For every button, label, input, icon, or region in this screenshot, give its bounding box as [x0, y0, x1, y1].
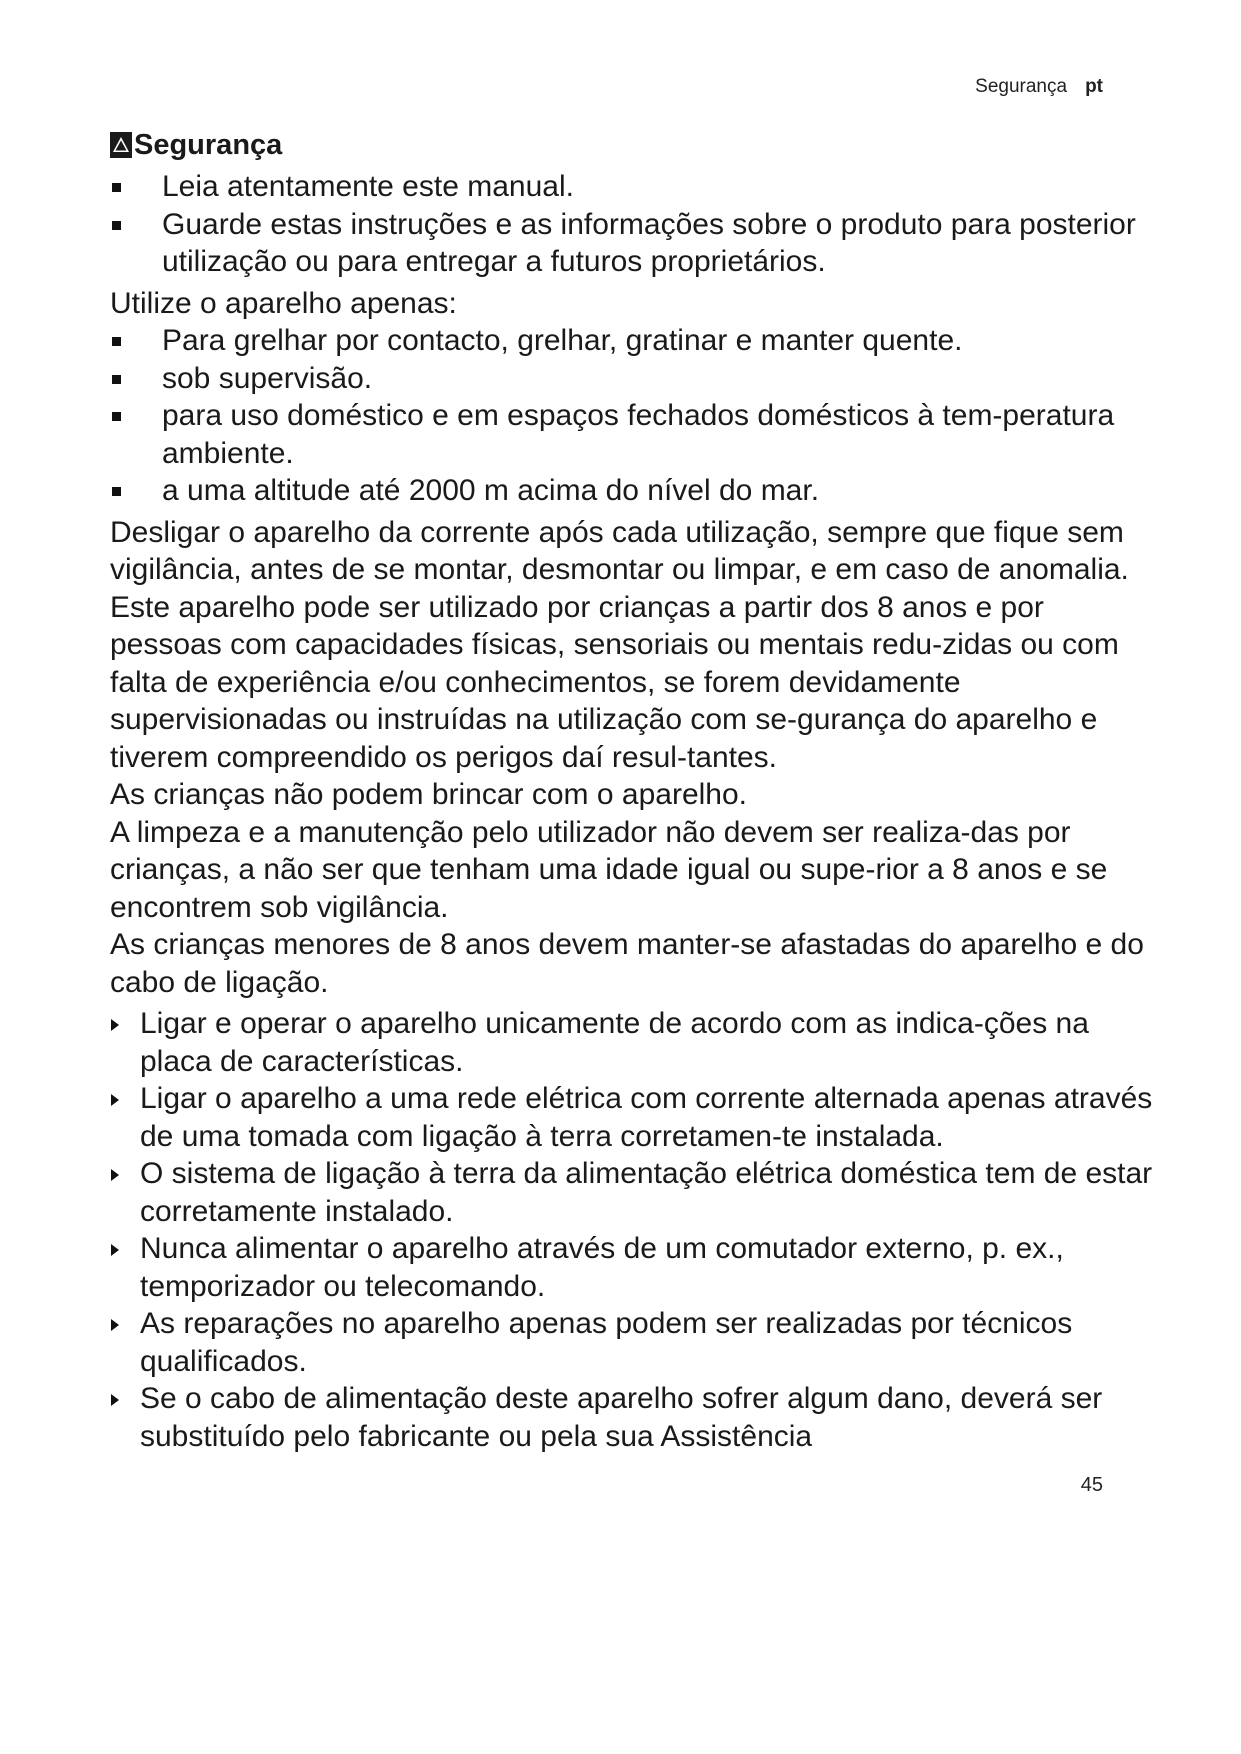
list-item: sob supervisão. — [110, 360, 1155, 398]
list-item: para uso doméstico e em espaços fechados domésticos à tem-peratura ambiente. — [110, 397, 1155, 472]
instruction-item: Nunca alimentar o aparelho através de um comutador externo, p. ex., temporizador ou telecomando. — [110, 1230, 1155, 1305]
paragraph-children-play: As crianças não podem brincar com o aparelho. — [110, 778, 748, 811]
header-section: Segurança — [975, 76, 1068, 97]
instruction-item: As reparações no aparelho apenas podem ser realizadas por técnicos qualificados. — [110, 1305, 1155, 1380]
paragraph-cleaning: A limpeza e a manutenção pelo utilizador não devem ser realiza-das por crianças, a não ser que tenham uma idade igual ou supe-rior a 8 anos e se encontrem sob vigilância. — [110, 815, 1108, 924]
section-title-text: Segurança — [134, 129, 283, 161]
instruction-item: Ligar e operar o aparelho unicamente de acordo com as indica-ções na placa de características. — [110, 1005, 1155, 1080]
paragraph-children-distance: As crianças menores de 8 anos devem manter-se afastadas do aparelho e do cabo de ligação. — [110, 928, 1144, 999]
usage-list — [110, 322, 1155, 510]
page-content — [110, 128, 1155, 1455]
running-header — [975, 76, 1103, 98]
paragraph-children-usage: Este aparelho pode ser utilizado por crianças a partir dos 8 anos e por pessoas com capacidades físicas, sensoriais ou mentais redu-zidas ou com falta de experiência e/ou conhecimentos, se forem devidamente supervisionadas ou instruídas na utilização com se-gurança do aparelho e tiverem compreendido os perigos daí resul-tantes. — [110, 590, 1119, 774]
list-item: Para grelhar por contacto, grelhar, gratinar e manter quente. — [110, 322, 1155, 360]
instruction-list — [110, 1005, 1155, 1455]
paragraph-disconnect: Desligar o aparelho da corrente após cada utilização, sempre que fique sem vigilância, antes de se montar, desmontar ou limpar, e em caso de anomalia. — [110, 515, 1129, 586]
list-item: Guarde estas instruções e as informações sobre o produto para posterior utilização ou para entregar a futuros proprietários. — [110, 206, 1155, 281]
page-number: 45 — [1080, 1474, 1103, 1496]
list-item: a uma altitude até 2000 m acima do nível do mar. — [110, 472, 1155, 510]
intro-list — [110, 168, 1155, 281]
usage-heading: Utilize o aparelho apenas: — [110, 286, 457, 320]
list-item: Leia atentamente este manual. — [110, 168, 1155, 206]
header-language: pt — [1085, 76, 1103, 97]
instruction-item: Se o cabo de alimentação deste aparelho sofrer algum dano, deverá ser substituído pelo fabricante ou pela sua Assistência — [110, 1380, 1155, 1455]
instruction-item: O sistema de ligação à terra da alimentação elétrica doméstica tem de estar corretamente instalado. — [110, 1155, 1155, 1230]
instruction-item: Ligar o aparelho a uma rede elétrica com corrente alternada apenas através de uma tomada com ligação à terra corretamen-te instalada. — [110, 1080, 1155, 1155]
section-title — [110, 128, 1155, 162]
warning-triangle-icon — [110, 132, 132, 158]
